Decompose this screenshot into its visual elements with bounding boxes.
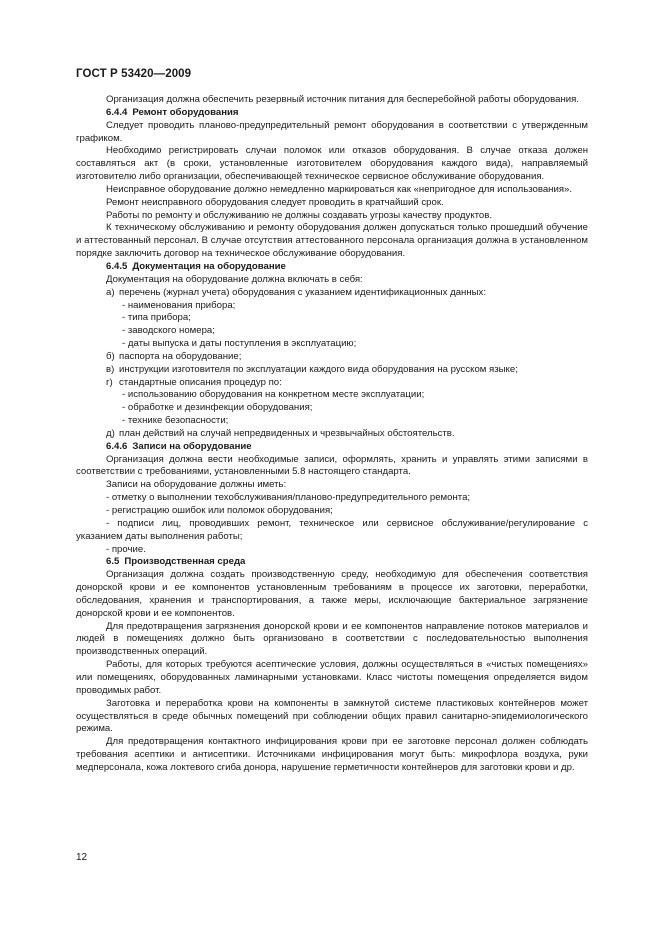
list-marker: б) <box>106 350 115 362</box>
sub-list-item: - наименования прибора; <box>122 299 236 311</box>
paragraph: К техническому обслуживанию и ремонту оборудования должен допускаться только прошедший обучение и аттестованный персонал. В случае отсутствия аттестованного персонала организация должна в установленном порядке заключить договор на техническое обслуживание оборудования. <box>76 222 588 260</box>
sub-list-item: - технике безопасности; <box>122 415 229 427</box>
dash-list-item: - регистрацию ошибок или поломок оборудования; <box>106 505 333 516</box>
list-marker: в) <box>106 363 115 375</box>
paragraph: Необходимо регистрировать случаи поломок или отказов оборудования. В случае отказа должен составляться акт (в сроки, установленные изготовителем оборудования каждого вида), направляемый изготовителю либо организации, обеспечивающей техническое сервисное обслуживание оборудования. <box>76 145 588 183</box>
section-title: Ремонт оборудования <box>132 106 239 118</box>
sub-list-item: - обработке и дезинфекции оборудования; <box>122 402 313 414</box>
list-item-a <box>76 287 588 300</box>
section-title: Производственная среда <box>124 556 246 568</box>
paragraph: Заготовка и переработка крови на компоненты в замкнутой системе пластиковых контейнеров может осуществляться в среде обычных помещений при соблюдении общих правил санитарно-эпидемиологического режима. <box>76 697 588 735</box>
paragraph: Документация на оборудование должна включать в себя: <box>106 273 363 285</box>
list-item-b <box>76 351 588 364</box>
section-title: Документация на оборудование <box>132 260 286 272</box>
section-number: 6.4.5 <box>106 260 128 272</box>
list-marker: д) <box>106 427 115 439</box>
section-heading-6-5 <box>76 556 588 569</box>
section-heading-6-4-4 <box>76 107 588 120</box>
section-title: Записи на оборудование <box>132 440 252 452</box>
section-number: 6.5 <box>106 556 120 568</box>
list-marker: г) <box>106 376 113 388</box>
list-item-text: инструкции изготовителя по эксплуатации каждого вида оборудования на русском языке; <box>119 363 518 375</box>
list-item-text: стандартные описания процедур по: <box>119 376 282 388</box>
list-item-g <box>76 377 588 390</box>
list-item-text: перечень (журнал учета) оборудования с указанием идентификационных данных: <box>119 286 487 298</box>
list-item-text: план действий на случай непредвиденных и чрезвычайных обстоятельств. <box>119 427 455 439</box>
dash-list-item: - подписи лиц, проводивших ремонт, техническое или сервисное обслуживание/регулирование с указанием даты выполнения работы; <box>76 517 588 542</box>
document-body <box>76 94 588 775</box>
list-marker: а) <box>106 286 115 298</box>
dash-list-item: - прочие. <box>106 543 146 555</box>
paragraph: Неисправное оборудование должно немедленно маркироваться как «непригодное для использования». <box>106 183 573 195</box>
page-number: 12 <box>76 852 88 863</box>
paragraph: Организация должна создать производственную среду, необходимую для обеспечения соответствия донорской крови и ее компонентов установленным требованиям в процессе их заготовки, переработки, обследования, хранения и транспортирования, а также меры, исключающие бактериальное загрязнение донорской крови и ее компонентов. <box>76 569 588 619</box>
list-item-v <box>76 364 588 377</box>
paragraph: Следует проводить планово-предупредительный ремонт оборудования в соответствии с утвержденным графиком. <box>76 119 588 144</box>
paragraph: Для предотвращения загрязнения донорской крови и ее компонентов направление потоков материалов и людей в помещениях должно быть организовано в соответствии с последовательностью выполнения производственных операций. <box>76 620 588 658</box>
section-heading-6-4-5 <box>76 261 588 274</box>
document-header: ГОСТ Р 53420—2009 <box>76 68 192 80</box>
paragraph-power-supply: Организация должна обеспечить резервный источник питания для бесперебойной работы оборудования. <box>106 94 579 105</box>
paragraph: Организация должна вести необходимые записи, оформлять, хранить и управлять этими записями в соответствии с требованиями, установленными 5.8 настоящего стандарта. <box>76 453 588 478</box>
sub-list-item: - использованию оборудования на конкретном месте эксплуатации; <box>122 389 425 401</box>
sub-list-item: - типа прибора; <box>122 312 191 324</box>
section-number: 6.4.4 <box>106 106 128 118</box>
paragraph: Работы, для которых требуются асептические условия, должны осуществляться в «чистых помещениях» или помещениях, оборудованных ламинарными установками. Класс чистоты помещения определяется видом проводимых работ. <box>76 659 588 696</box>
list-item-text: паспорта на оборудование; <box>119 350 242 362</box>
dash-list-item: - отметку о выполнении техобслуживания/планово-предупредительного ремонта; <box>106 492 471 504</box>
sub-list-item: - даты выпуска и даты поступления в эксплуатацию; <box>122 338 357 350</box>
paragraph: Работы по ремонту и обслуживанию не должны создавать угрозы качеству продуктов. <box>106 209 493 221</box>
section-number: 6.4.6 <box>106 440 128 452</box>
paragraph: Для предотвращения контактного инфицирования крови при ее заготовке персонал должен соблюдать требования асептики и антисептики. Источниками инфицирования могут быть: микрофлора воздуха, руки медперсонала, кожа локтевого сгиба донора, нарушение герметичности контейнеров для заготовки крови и др. <box>76 736 588 773</box>
paragraph: Ремонт неисправного оборудования следует проводить в кратчайший срок. <box>106 196 444 208</box>
section-heading-6-4-6 <box>76 441 588 454</box>
list-item-d <box>76 428 588 441</box>
paragraph: Записи на оборудование должны иметь: <box>106 479 287 491</box>
sub-list-item: - заводского номера; <box>122 325 215 337</box>
